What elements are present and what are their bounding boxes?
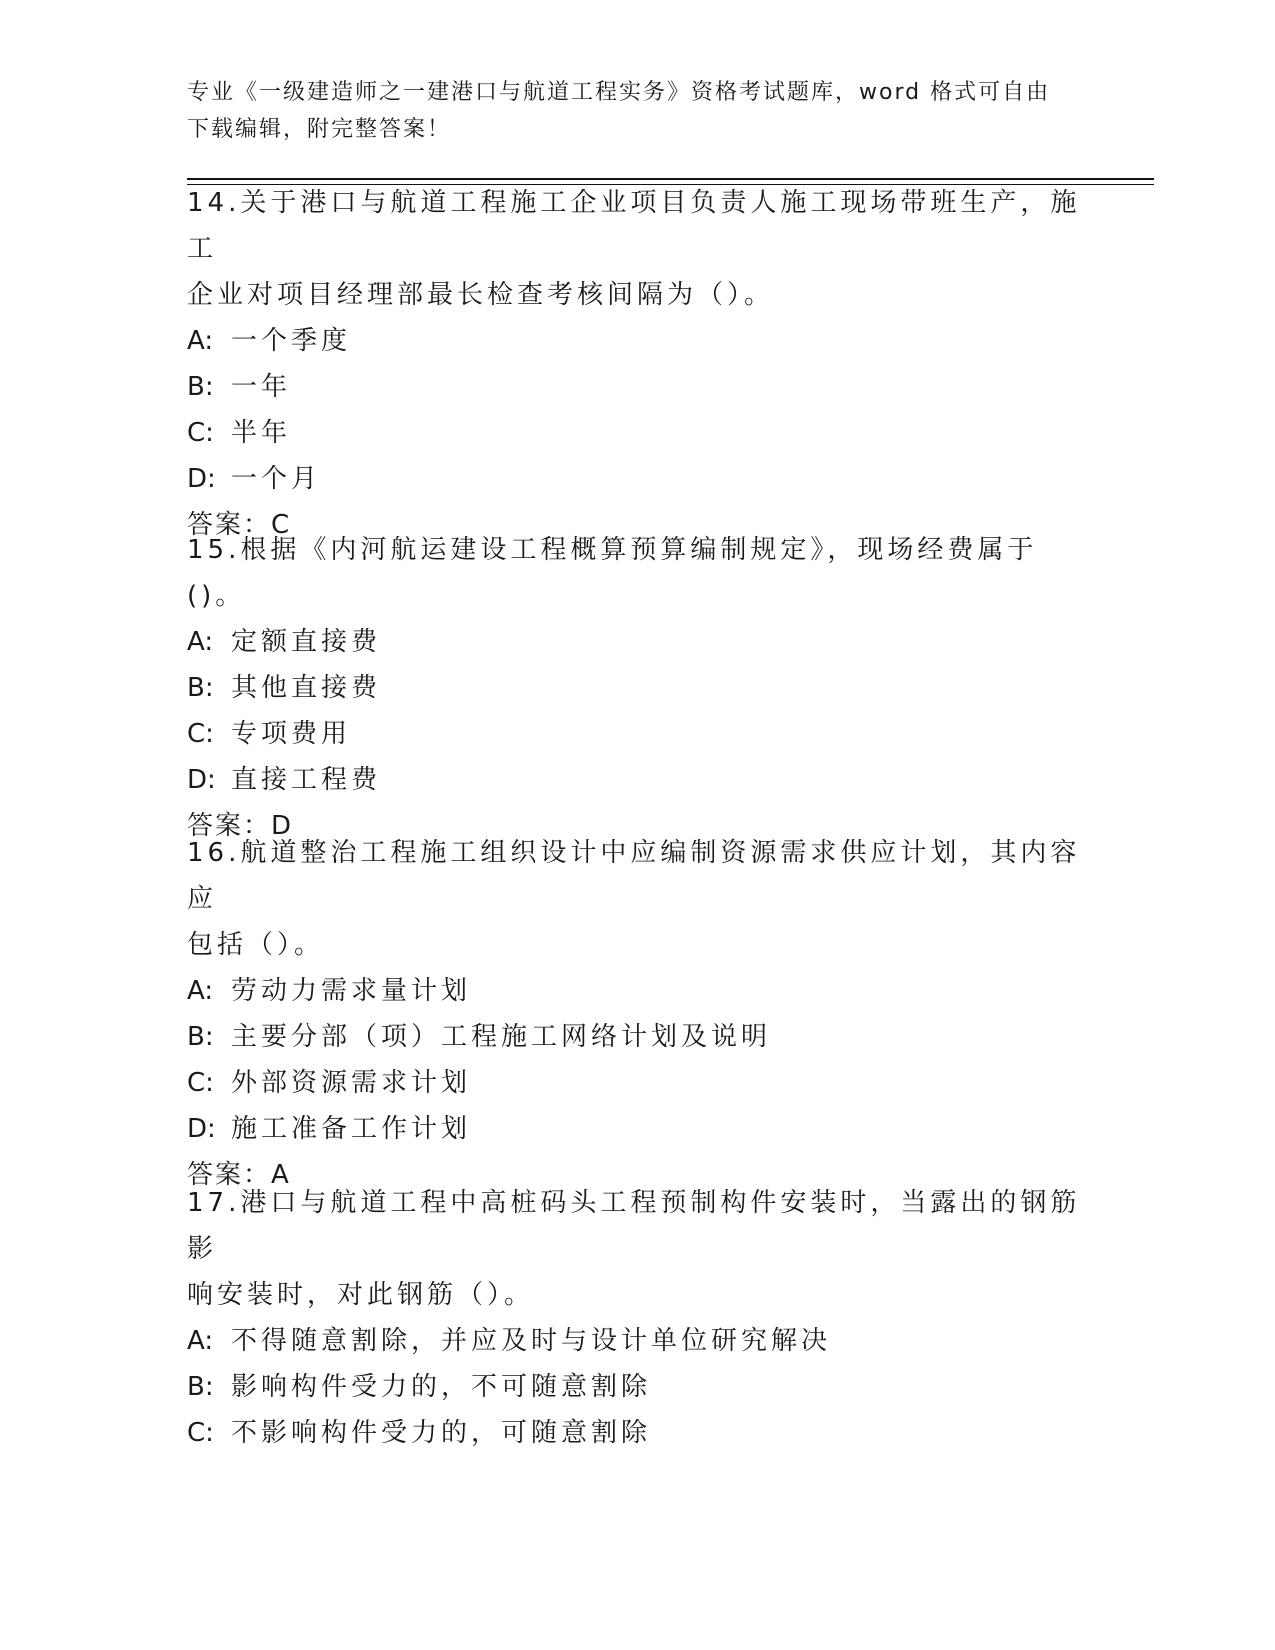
option-letter: C: xyxy=(187,1068,214,1098)
option-a xyxy=(187,968,1087,1014)
option-letter: A: xyxy=(187,976,214,1006)
option-text: 影响构件受力的，不可随意割除 xyxy=(231,1372,652,1402)
option-text: 一年 xyxy=(231,372,292,402)
option-d xyxy=(187,1106,1087,1152)
option-text: 不影响构件受力的，可随意割除 xyxy=(231,1418,652,1448)
option-letter: D: xyxy=(187,765,216,795)
option-c xyxy=(187,410,1087,456)
question-14 xyxy=(187,180,1087,548)
option-text: 定额直接费 xyxy=(231,627,382,657)
option-c xyxy=(187,1060,1087,1106)
option-text: 施工准备工作计划 xyxy=(231,1114,472,1144)
option-text: 半年 xyxy=(231,418,292,448)
option-letter: C: xyxy=(187,418,214,448)
option-letter: D: xyxy=(187,464,216,494)
option-b xyxy=(187,1364,1087,1410)
option-letter: B: xyxy=(187,1372,214,1402)
option-letter: B: xyxy=(187,673,214,703)
option-text: 其他直接费 xyxy=(231,673,382,703)
option-b xyxy=(187,1014,1087,1060)
option-d xyxy=(187,456,1087,502)
option-a xyxy=(187,318,1087,364)
question-stem-line: 包括（）。 xyxy=(187,930,325,960)
question-15 xyxy=(187,527,1087,849)
option-text: 主要分部（项）工程施工网络计划及说明 xyxy=(231,1022,772,1052)
answer-line: 答案：A xyxy=(187,1160,291,1190)
option-letter: D: xyxy=(187,1114,216,1144)
option-text: 劳动力需求量计划 xyxy=(231,976,472,1006)
option-letter: B: xyxy=(187,1022,214,1052)
question-17 xyxy=(187,1180,1087,1456)
option-letter: C: xyxy=(187,719,214,749)
option-letter: B: xyxy=(187,372,214,402)
option-text: 专项费用 xyxy=(231,719,352,749)
option-a xyxy=(187,1318,1087,1364)
question-stem-line: 企业对项目经理部最长检查考核间隔为（）。 xyxy=(187,280,775,310)
option-c xyxy=(187,1410,1087,1456)
option-text: 一个月 xyxy=(231,464,322,494)
question-stem-line: 17.港口与航道工程中高桩码头工程预制构件安装时，当露出的钢筋影 xyxy=(187,1188,1081,1264)
option-text: 外部资源需求计划 xyxy=(231,1068,472,1098)
question-stem-line: 15.根据《内河航运建设工程概算预算编制规定》，现场经费属于()。 xyxy=(187,535,1038,611)
option-b xyxy=(187,364,1087,410)
question-16 xyxy=(187,830,1087,1198)
question-stem-line: 14.关于港口与航道工程施工企业项目负责人施工现场带班生产，施工 xyxy=(187,188,1081,264)
option-c xyxy=(187,711,1087,757)
option-b xyxy=(187,665,1087,711)
header-line-2: 下载编辑，附完整答案！ xyxy=(187,117,452,142)
option-a xyxy=(187,619,1087,665)
option-letter: C: xyxy=(187,1418,214,1448)
document-header xyxy=(187,74,1067,148)
option-text: 一个季度 xyxy=(231,326,352,356)
answer-line: 答案：D xyxy=(187,811,294,841)
question-stem-line: 响安装时，对此钢筋（）。 xyxy=(187,1280,535,1310)
option-d xyxy=(187,757,1087,803)
question-stem-line: 16.航道整治工程施工组织设计中应编制资源需求供应计划，其内容应 xyxy=(187,838,1081,914)
option-text: 直接工程费 xyxy=(231,765,382,795)
option-letter: A: xyxy=(187,1326,214,1356)
answer-line: 答案：C xyxy=(187,510,292,540)
option-letter: A: xyxy=(187,326,214,356)
option-letter: A: xyxy=(187,627,214,657)
option-text: 不得随意割除，并应及时与设计单位研究解决 xyxy=(231,1326,832,1356)
header-line-1: 专业《一级建造师之一建港口与航道工程实务》资格考试题库，word 格式可自由 xyxy=(187,80,1051,105)
